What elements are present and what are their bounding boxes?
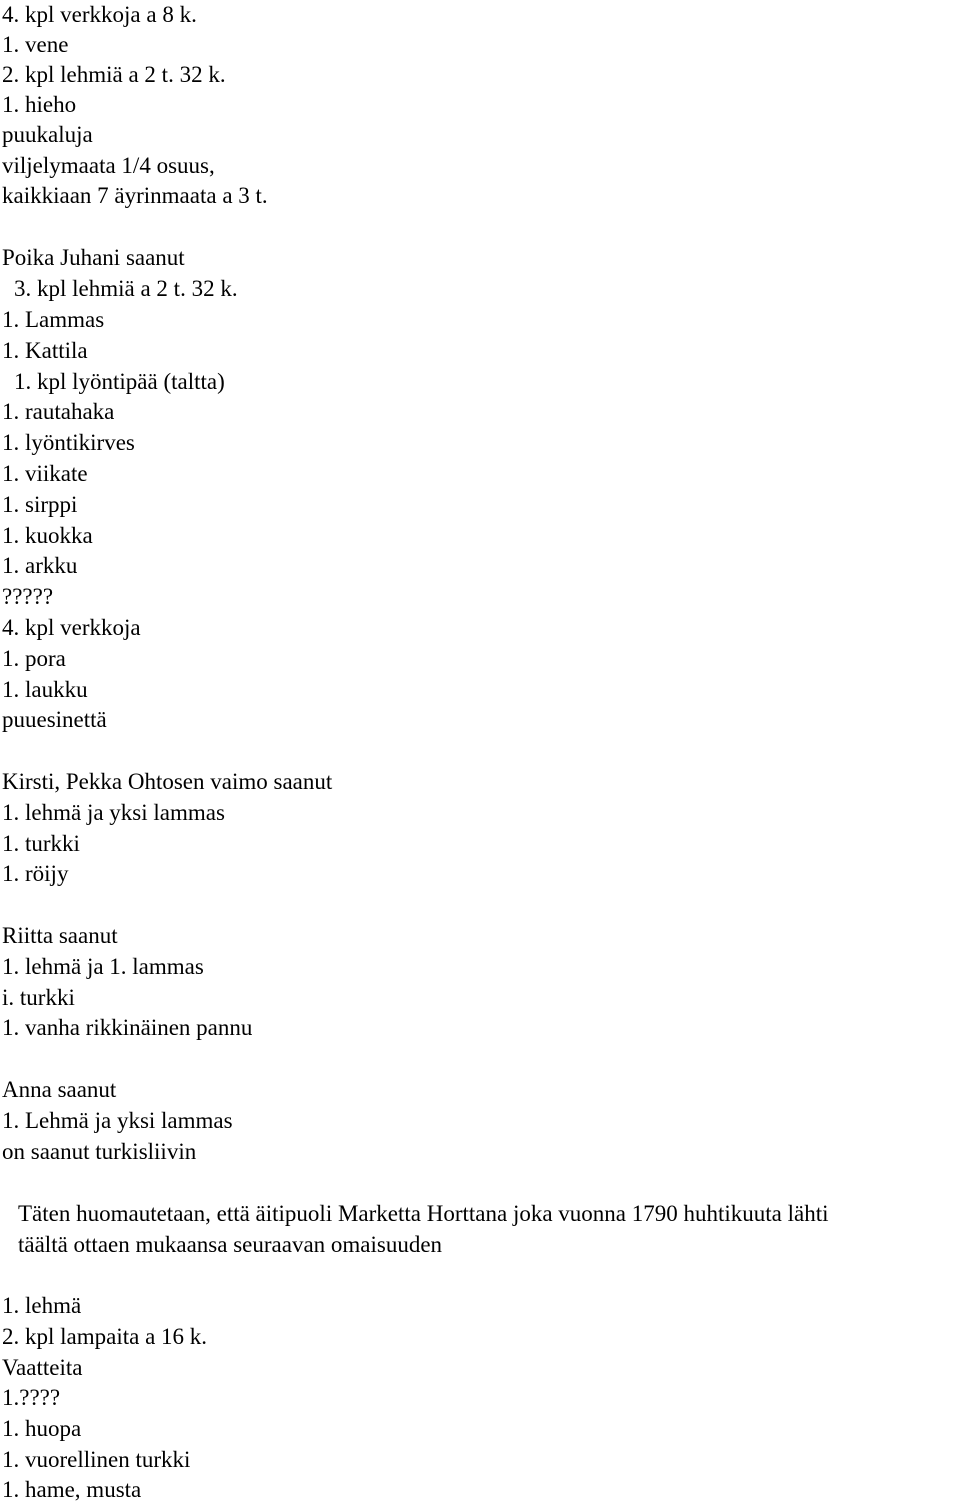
item-label: 1. sirppi (2, 492, 78, 517)
item-label: 1. vuorellinen turkki (2, 1447, 191, 1472)
item-label: 1. lyöntikirves (2, 430, 135, 455)
item-label: 1. laukku (2, 677, 88, 702)
item-label: 1. rautahaka (2, 399, 115, 424)
heading-text: Riitta saanut (2, 923, 118, 948)
item-label: Vaatteita (2, 1355, 83, 1380)
item-label: 4. kpl verkkoja a 8 k. (2, 2, 197, 27)
item-label: puukaluja (2, 122, 93, 147)
item-label: 1. röijy (2, 861, 69, 886)
item-label: 1. hame, musta (2, 1477, 142, 1502)
item-label: 1. pora (2, 646, 66, 671)
item-label: viljelymaata 1/4 osuus, (2, 153, 215, 178)
item-label: kaikkiaan 7 äyrinmaata a 3 t. (2, 183, 268, 208)
item-label: ????? (2, 584, 54, 609)
item-label: 1. lehmä ja yksi lammas (2, 800, 225, 825)
item-label: 1. Kattila (2, 338, 88, 363)
item-label: 1. arkku (2, 553, 78, 578)
heading-text: Poika Juhani saanut (2, 245, 185, 270)
item-label: 1. lehmä ja 1. lammas (2, 954, 204, 979)
item-label: 3. kpl lehmiä a 2 t. 32 k. (14, 276, 238, 301)
item-label: i. turkki (2, 985, 75, 1010)
item-label: 1. Lammas (2, 307, 105, 332)
item-label: 2. kpl lampaita a 16 k. (2, 1324, 208, 1349)
heading-text: Kirsti, Pekka Ohtosen vaimo saanut (2, 769, 333, 794)
item-label: 1. kuokka (2, 523, 93, 548)
item-label: 1. viikate (2, 461, 88, 486)
item-label: 1.???? (2, 1385, 61, 1410)
item-label: 1. lehmä (2, 1293, 82, 1318)
item-label: 1. vanha rikkinäinen pannu (2, 1015, 253, 1040)
heading-text: Anna saanut (2, 1077, 117, 1102)
item-label: puuesinettä (2, 707, 107, 732)
item-label: on saanut turkisliivin (2, 1139, 197, 1164)
item-label: 4. kpl verkkoja (2, 615, 141, 640)
item-label: 1. hieho (2, 92, 77, 117)
note-text: täältä ottaen mukaansa seuraavan omaisuuden (18, 1232, 443, 1257)
item-label: 1. vene (2, 32, 69, 57)
item-label: 1. kpl lyöntipää (taltta) (14, 369, 225, 394)
item-label: 1. huopa (2, 1416, 82, 1441)
item-label: 1. Lehmä ja yksi lammas (2, 1108, 233, 1133)
note-text: Täten huomautetaan, että äitipuoli Marketta Horttana joka vuonna 1790 huhtikuuta lähti (18, 1201, 829, 1226)
item-label: 2. kpl lehmiä a 2 t. 32 k. (2, 62, 226, 87)
item-label: 1. turkki (2, 831, 80, 856)
